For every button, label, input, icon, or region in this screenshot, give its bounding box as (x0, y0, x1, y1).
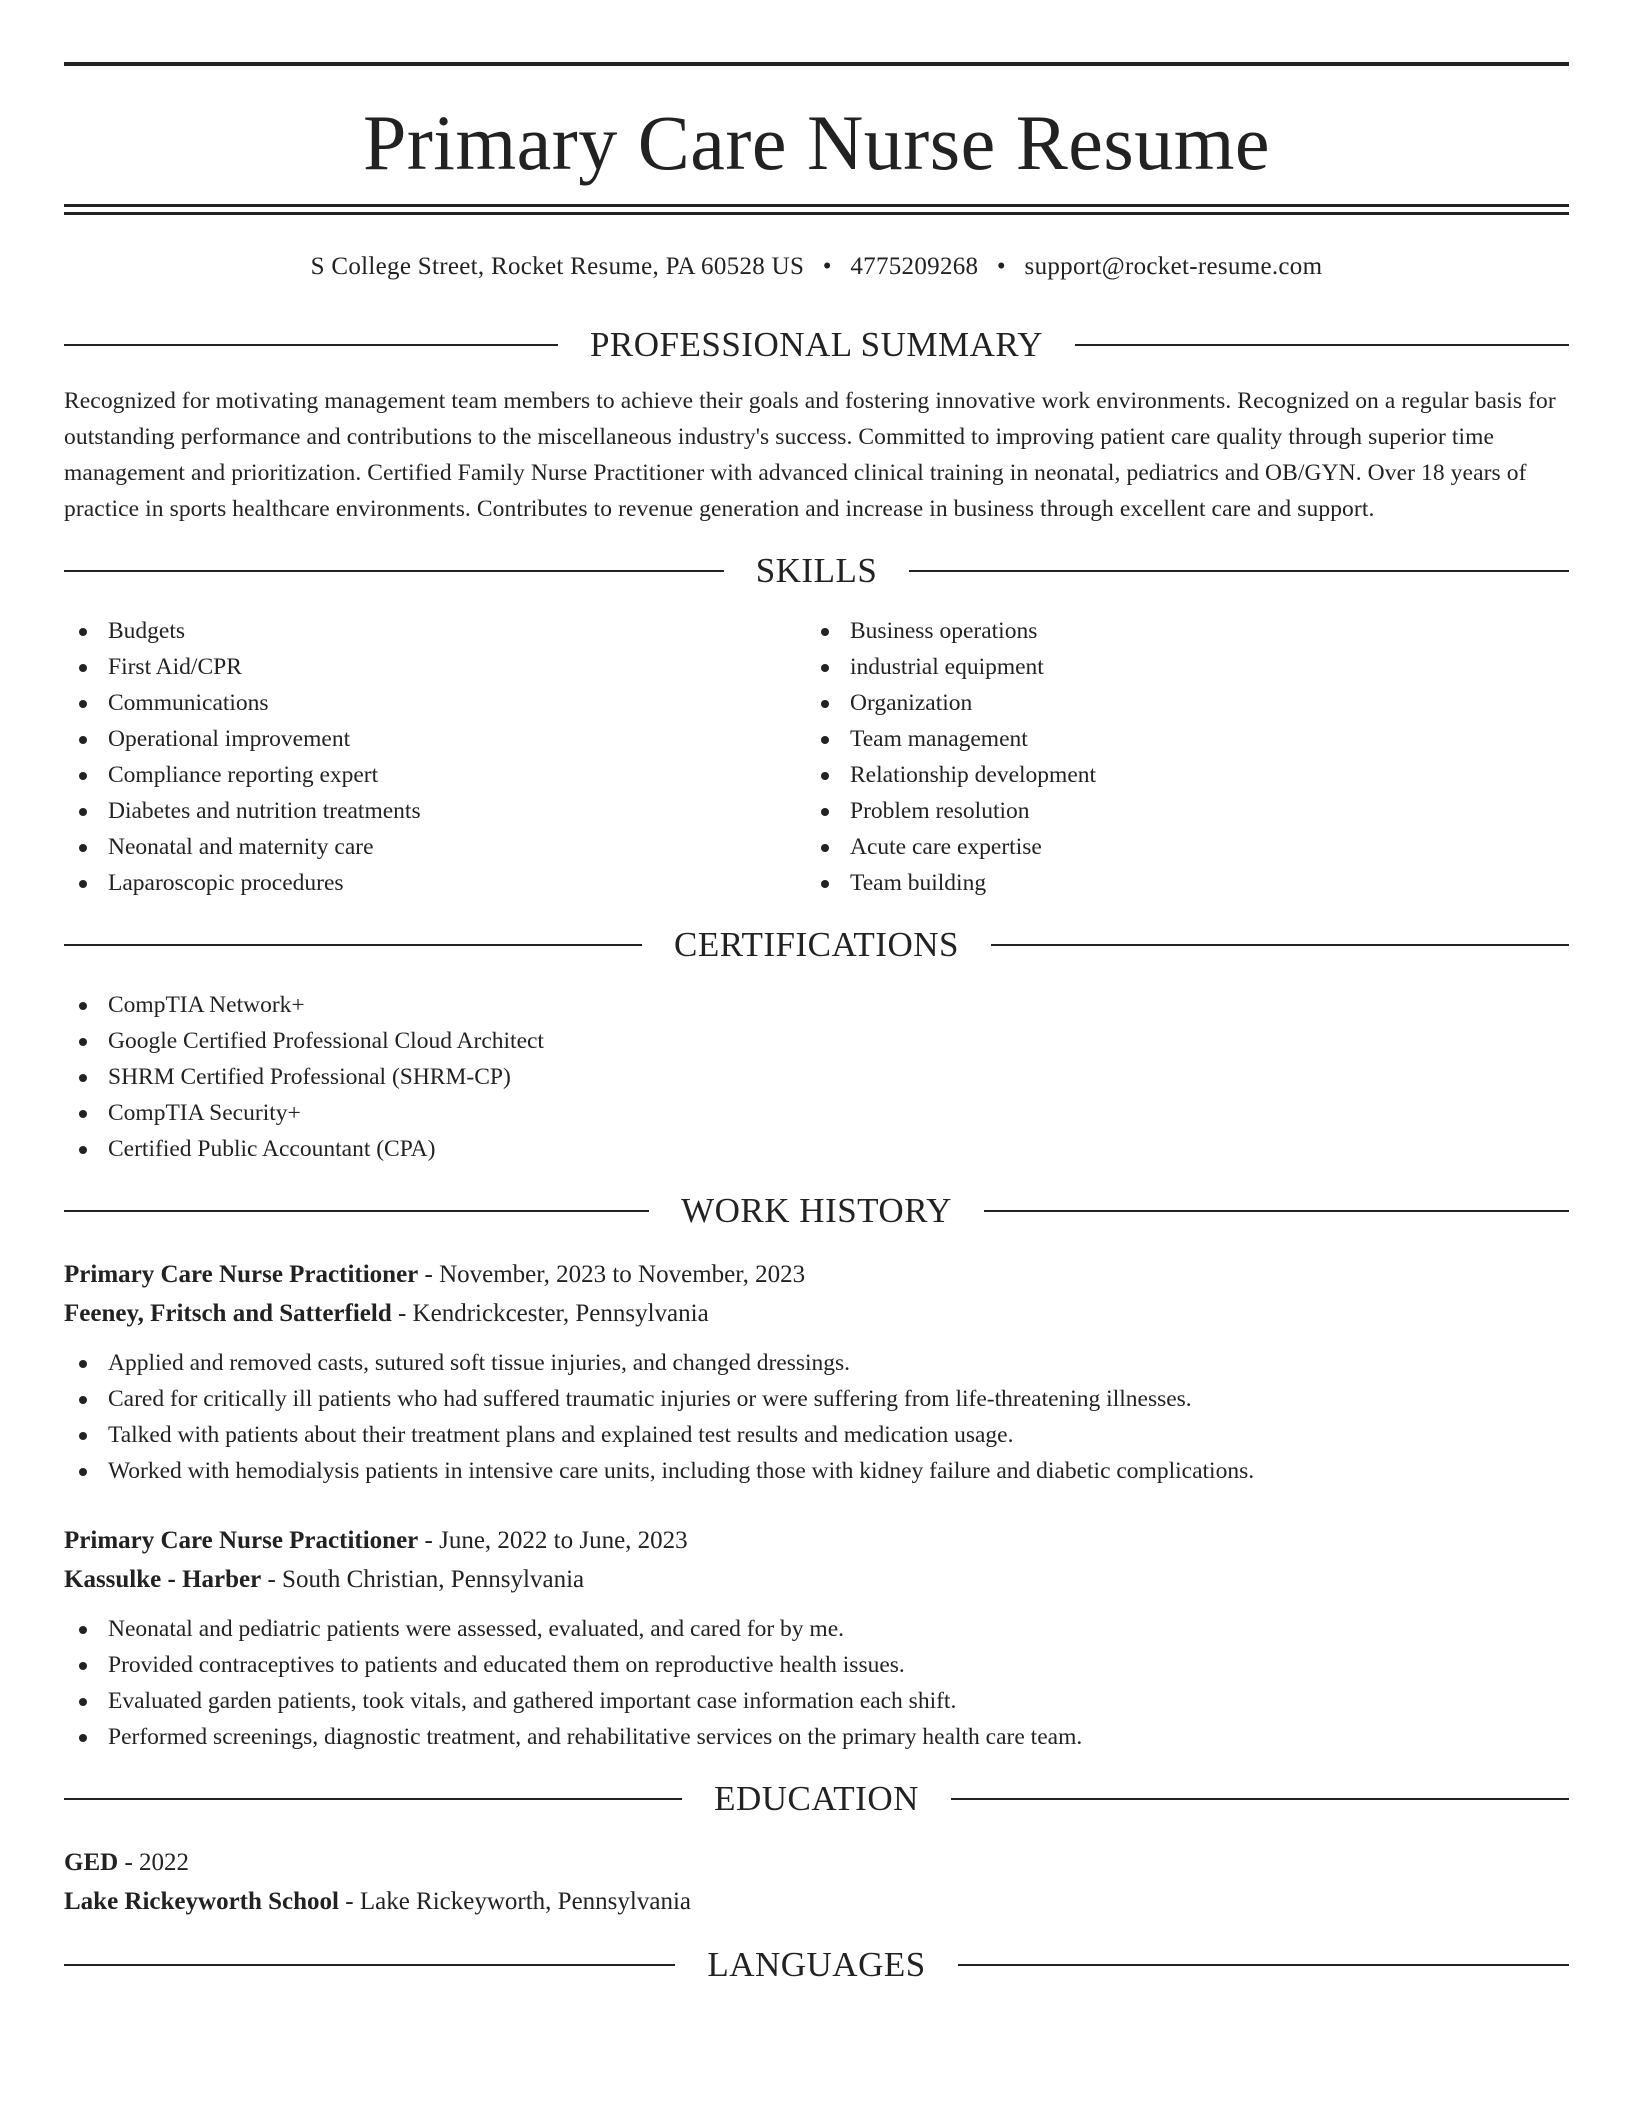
skills-heading (64, 549, 1569, 593)
job-dates: - June, 2022 to June, 2023 (418, 1527, 688, 1554)
skills-list-right (806, 613, 1548, 901)
work-history-heading (64, 1189, 1569, 1233)
resume-page (64, 62, 1569, 1987)
skill-item: Organization (806, 685, 1548, 721)
job-bullet: Evaluated garden patients, took vitals, and gathered important case information each shift. (64, 1683, 1569, 1719)
certification-item: CompTIA Network+ (64, 987, 1569, 1023)
job-bullet: Worked with hemodialysis patients in intensive care units, including those with kidney failure and diabetic complications. (64, 1453, 1569, 1489)
certification-item: Google Certified Professional Cloud Architect (64, 1023, 1569, 1059)
job-bullets (64, 1611, 1569, 1755)
heading-rule-left (64, 570, 724, 572)
education-degree-line (64, 1843, 1569, 1882)
education-heading (64, 1777, 1569, 1821)
certifications-title: CERTIFICATIONS (674, 925, 959, 964)
heading-rule-left (64, 1964, 675, 1966)
skill-item: Operational improvement (64, 721, 806, 757)
job-bullet: Performed screenings, diagnostic treatment, and rehabilitative services on the primary health care team. (64, 1719, 1569, 1755)
job-entry (64, 1255, 1569, 1489)
skills-columns (64, 613, 1569, 901)
heading-rule-right (1075, 344, 1569, 346)
skill-item: Team building (806, 865, 1548, 901)
top-rule (64, 62, 1569, 66)
summary-title: PROFESSIONAL SUMMARY (589, 325, 1044, 364)
job-title-line (64, 1521, 1569, 1560)
certification-item: CompTIA Security+ (64, 1095, 1569, 1131)
skill-item: Team management (806, 721, 1548, 757)
contact-line (64, 253, 1569, 283)
education-school: Lake Rickeyworth School (64, 1888, 339, 1915)
job-role: Primary Care Nurse Practitioner (64, 1261, 419, 1288)
summary-heading (64, 323, 1569, 367)
job-location: - South Christian, Pennsylvania (261, 1566, 585, 1593)
job-company-line (64, 1294, 1569, 1333)
languages-title: LANGUAGES (707, 1945, 926, 1984)
job-bullet: Neonatal and pediatric patients were assessed, evaluated, and cared for by me. (64, 1611, 1569, 1647)
heading-rule-left (64, 1798, 682, 1800)
skill-item: Laparoscopic procedures (64, 865, 806, 901)
job-entry (64, 1521, 1569, 1755)
education-school-line (64, 1882, 1569, 1921)
job-dates: - November, 2023 to November, 2023 (418, 1261, 806, 1288)
contact-email: support@rocket-resume.com (1024, 253, 1323, 280)
contact-separator: • (996, 253, 1006, 280)
education-title: EDUCATION (714, 1779, 919, 1818)
title-double-rule (64, 204, 1569, 215)
heading-rule-right (991, 944, 1569, 946)
job-bullet: Provided contraceptives to patients and educated them on reproductive health issues. (64, 1647, 1569, 1683)
heading-rule-left (64, 944, 642, 946)
contact-phone: 4775209268 (850, 253, 979, 280)
education-year: - 2022 (118, 1849, 190, 1876)
contact-separator: • (822, 253, 832, 280)
job-bullet: Talked with patients about their treatment plans and explained test results and medication usage. (64, 1417, 1569, 1453)
skill-item: First Aid/CPR (64, 649, 806, 685)
summary-text: Recognized for motivating management team members to achieve their goals and fostering innovative work environments. Recognized on a regular basis for outstanding performance and contributions to the miscellaneous industry's success. Committed to improving patient care quality through superior time management and prioritization. Certified Family Nurse Practitioner with advanced clinical training in neonatal, pediatrics and OB/GYN. Over 18 years of practice in sports healthcare environments. Contributes to revenue generation and increase in business through excellent care and support. (64, 388, 1556, 522)
skills-list-left (64, 613, 806, 901)
heading-rule-left (64, 1210, 649, 1212)
heading-rule-right (951, 1798, 1569, 1800)
job-company: Kassulke - Harber (64, 1566, 262, 1593)
contact-address: S College Street, Rocket Resume, PA 60528 US (310, 253, 805, 280)
skill-item: Relationship development (806, 757, 1548, 793)
job-bullets (64, 1345, 1569, 1489)
work-history-title: WORK HISTORY (681, 1191, 952, 1230)
skill-item: Neonatal and maternity care (64, 829, 806, 865)
certifications-list (64, 987, 1569, 1167)
job-company: Feeney, Fritsch and Satterfield (64, 1300, 392, 1327)
job-bullet: Applied and removed casts, sutured soft tissue injuries, and changed dressings. (64, 1345, 1569, 1381)
skills-title: SKILLS (755, 551, 878, 590)
heading-rule-right (958, 1964, 1569, 1966)
certifications-heading (64, 923, 1569, 967)
skill-item: Budgets (64, 613, 806, 649)
skill-item: Problem resolution (806, 793, 1548, 829)
job-role: Primary Care Nurse Practitioner (64, 1527, 419, 1554)
job-bullet: Cared for critically ill patients who had suffered traumatic injuries or were suffering from life-threatening illnesses. (64, 1381, 1569, 1417)
certification-item: SHRM Certified Professional (SHRM-CP) (64, 1059, 1569, 1095)
heading-rule-right (909, 570, 1569, 572)
education-entry (64, 1843, 1569, 1921)
job-title-line (64, 1255, 1569, 1294)
heading-rule-right (984, 1210, 1569, 1212)
skill-item: industrial equipment (806, 649, 1548, 685)
job-company-line (64, 1560, 1569, 1599)
certification-item: Certified Public Accountant (CPA) (64, 1131, 1569, 1167)
skill-item: Business operations (806, 613, 1548, 649)
resume-title: Primary Care Nurse Resume (362, 99, 1271, 186)
education-location: - Lake Rickeyworth, Pennsylvania (339, 1888, 691, 1915)
heading-rule-left (64, 344, 558, 346)
skill-item: Communications (64, 685, 806, 721)
job-location: - Kendrickcester, Pennsylvania (391, 1300, 709, 1327)
languages-heading (64, 1943, 1569, 1987)
skill-item: Compliance reporting expert (64, 757, 806, 793)
skill-item: Acute care expertise (806, 829, 1548, 865)
skill-item: Diabetes and nutrition treatments (64, 793, 806, 829)
education-degree: GED (64, 1849, 119, 1876)
